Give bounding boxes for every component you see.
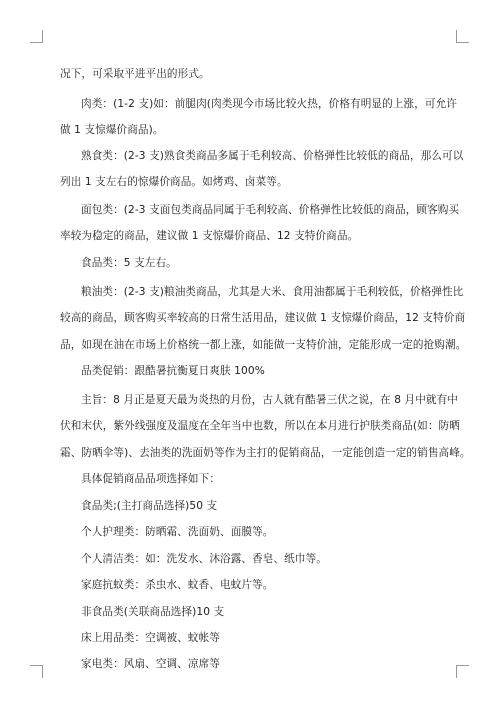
text-line: 率较为稳定的商品，建议做 1 支惊爆价商品、12 支特价商品。 — [60, 230, 359, 242]
text-line: 具体促销商品品项选择如下： — [81, 473, 221, 485]
crop-mark-bottom-left — [30, 665, 43, 678]
text-line: 伏和末伏，紫外线强度及温度在全年当中也数，所以在本月进行护肤类商品(如：防晒 — [60, 420, 460, 432]
crop-mark-top-left — [30, 30, 43, 43]
text-line: 粮油类：(2-3 支)粮油类商品，尤其是大米、食用油都属于毛利较低，价格弹性比 — [81, 286, 464, 298]
text-line: 家庭抗蚊类：杀虫水、蚊香、电蚊片等。 — [81, 579, 274, 591]
text-line: 肉类：(1-2 支)如：前腿肉(肉类现今市场比较火热，价格有明显的上涨，可允许 — [81, 98, 457, 110]
text-line: 列出 1 支左右的惊爆价商品。如烤鸡、卤菜等。 — [60, 176, 288, 188]
text-line: 非食品类(关联商品选择)10 支 — [81, 606, 225, 618]
text-line: 家电类：风扇、空调、凉席等 — [81, 658, 221, 670]
text-line: 做 1 支惊爆价商品)。 — [60, 124, 164, 136]
crop-mark-top-right — [456, 30, 469, 43]
text-line: 品类促销：跟酷暑抗衡夏日爽肤 100% — [81, 365, 265, 377]
text-line: 床上用品类：空调被、蚊帐等 — [81, 632, 221, 644]
text-line: 食品类：5 支左右。 — [81, 257, 177, 269]
text-line: 主旨：8 月正是夏天最为炎热的月份，古人就有酷暑三伏之说，在 8 月中就有中 — [81, 394, 458, 406]
crop-mark-bottom-right — [456, 665, 469, 678]
text-line: 较高的商品，顾客购买率较高的日常生活用品，建议做 1 支惊爆价商品，12 支特价商 — [60, 312, 466, 324]
text-line: 面包类：(2-3 支面包类商品同属于毛利较高、价格弹性比较低的商品，顾客购买 — [81, 204, 460, 216]
text-line: 熟食类：(2-3 支)熟食类商品多属于毛利较高、价格弹性比较低的商品，那么可以 — [81, 150, 464, 162]
text-line: 食品类;(主打商品选择)50 支 — [81, 500, 218, 512]
text-line: 霜、防晒伞等)、去油类的洗面奶等作为主打的促销商品，一定能创造一定的销售高峰。 — [60, 447, 471, 459]
text-line: 个人清洁类：如：洗发水、沐浴露、香皂、纸巾等。 — [81, 553, 327, 565]
text-line: 品，如现在油在市场上价格统一都上涨，如能做一支特价油，定能形成一定的抢购潮。 — [60, 339, 467, 351]
text-line: 个人护理类：防晒霜、洗面奶、面膜等。 — [81, 526, 274, 538]
text-line: 况下，可采取平进平出的形式。 — [60, 68, 210, 80]
